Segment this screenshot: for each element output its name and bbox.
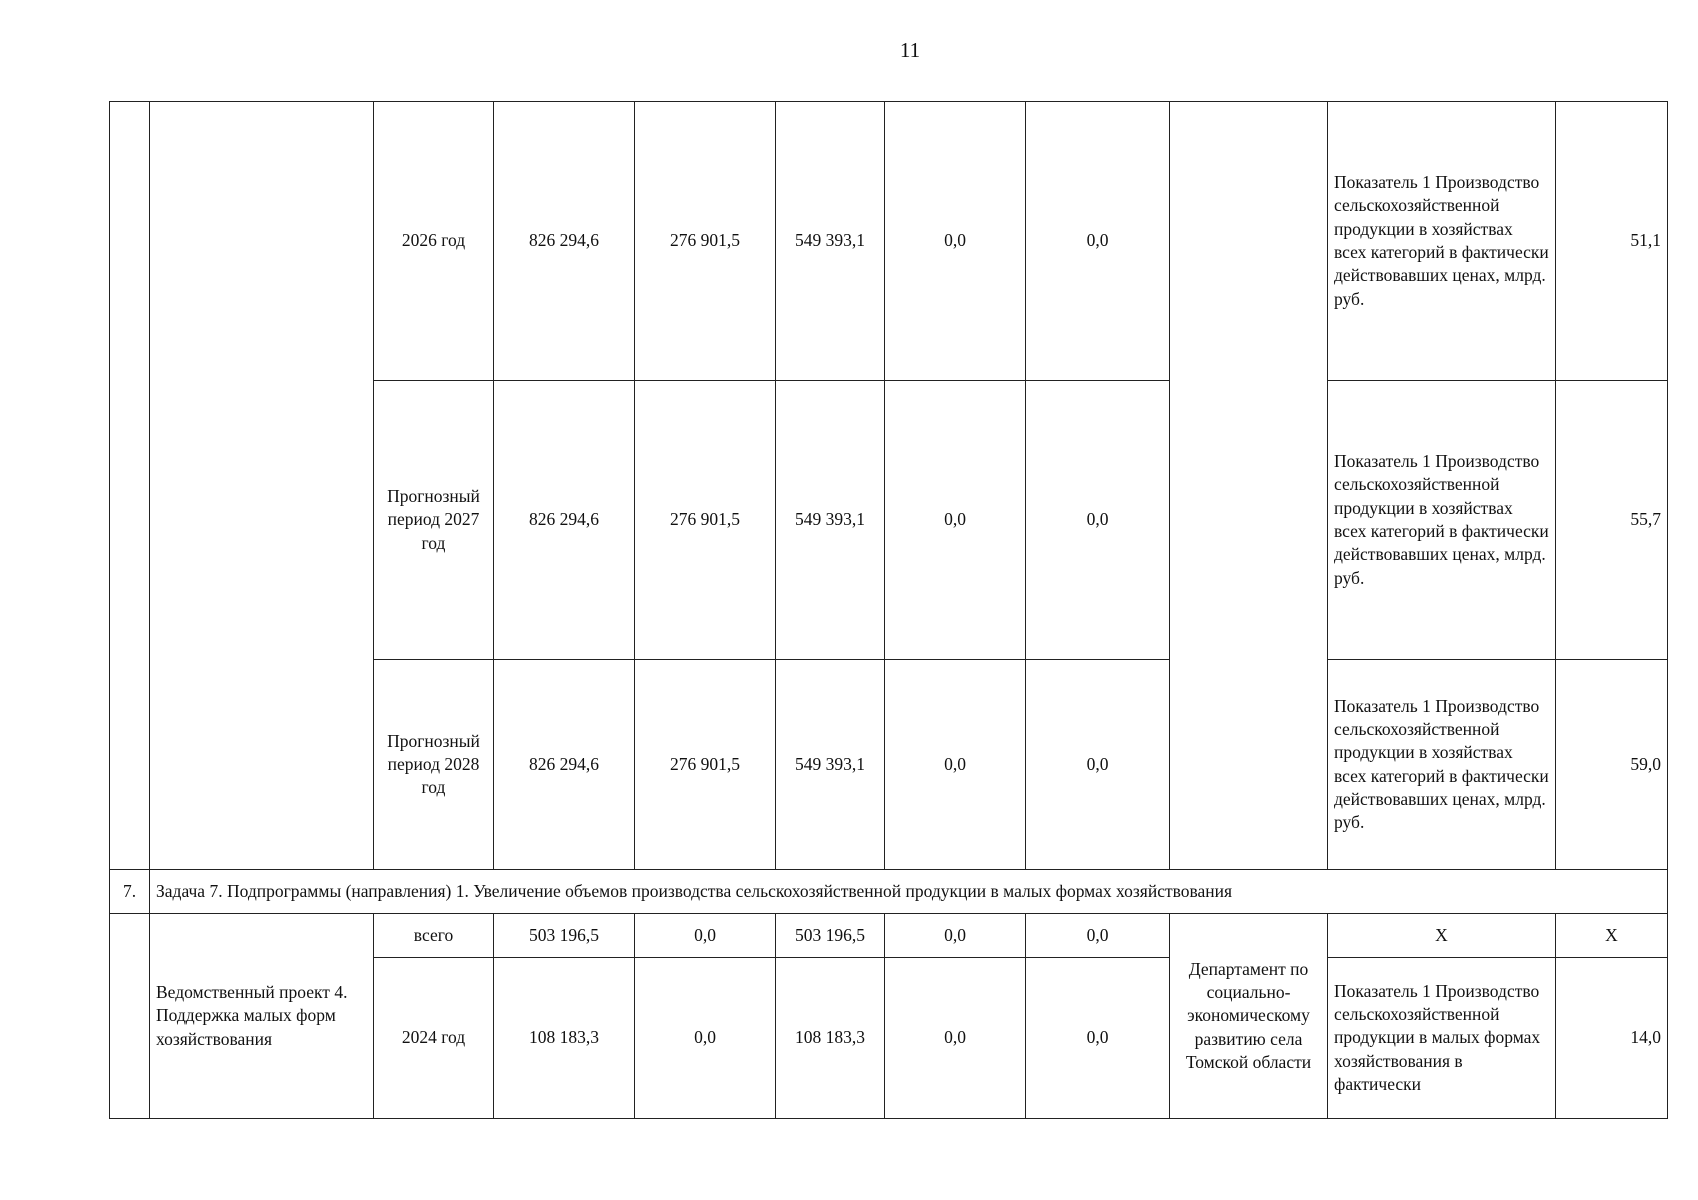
other-cell: 0,0 [1026,958,1170,1119]
indicator-value-cell: 59,0 [1556,660,1668,870]
other-cell: 0,0 [1026,914,1170,958]
project-name-cell: Ведомственный проект 4. Поддержка малых форм хозяйствования [150,914,374,1119]
federal-cell: 0,0 [635,958,776,1119]
indicator-cell: Показатель 1 Производство сельскохозяйственной продукции в хозяйствах всех категорий в фактически действовавших ценах, млрд. руб. [1328,102,1556,381]
task-number-cell: 7. [110,870,150,914]
row-number-cell [110,914,150,1119]
other-cell: 0,0 [1026,381,1170,660]
period-cell: всего [374,914,494,958]
indicator-cell: Показатель 1 Производство сельскохозяйственной продукции в малых формах хозяйствования в фактически [1328,958,1556,1119]
local-cell: 0,0 [885,660,1026,870]
financing-table [109,101,1668,1119]
indicator-value-cell: 51,1 [1556,102,1668,381]
federal-cell: 276 901,5 [635,102,776,381]
regional-cell: 108 183,3 [776,958,885,1119]
task-row [110,870,1668,914]
period-cell: 2026 год [374,102,494,381]
period-cell: Прогнозный период 2028 год [374,660,494,870]
total-cell: 826 294,6 [494,381,635,660]
regional-cell: 549 393,1 [776,102,885,381]
table-row [110,102,1668,381]
local-cell: 0,0 [885,914,1026,958]
federal-cell: 0,0 [635,914,776,958]
total-cell: 108 183,3 [494,958,635,1119]
row-number-cell [110,102,150,870]
period-cell: Прогнозный период 2027 год [374,381,494,660]
other-cell: 0,0 [1026,102,1170,381]
task-title-cell: Задача 7. Подпрограммы (направления) 1. Увеличение объемов производства сельскохозяйственной продукции в малых формах хозяйствования [150,870,1668,914]
indicator-cell: Показатель 1 Производство сельскохозяйственной продукции в хозяйствах всех категорий в фактически действовавших ценах, млрд. руб. [1328,660,1556,870]
regional-cell: 549 393,1 [776,381,885,660]
project-name-cell [150,102,374,870]
total-cell: 826 294,6 [494,102,635,381]
period-cell: 2024 год [374,958,494,1119]
federal-cell: 276 901,5 [635,381,776,660]
indicator-cell: Показатель 1 Производство сельскохозяйственной продукции в хозяйствах всех категорий в фактически действовавших ценах, млрд. руб. [1328,381,1556,660]
responsible-cell: Департамент по социально-экономическому развитию села Томской области [1170,914,1328,1119]
indicator-value-cell: 14,0 [1556,958,1668,1119]
regional-cell: 503 196,5 [776,914,885,958]
indicator-value-cell: 55,7 [1556,381,1668,660]
total-cell: 503 196,5 [494,914,635,958]
local-cell: 0,0 [885,958,1026,1119]
regional-cell: 549 393,1 [776,660,885,870]
table-row [110,914,1668,958]
indicator-value-cell: X [1556,914,1668,958]
other-cell: 0,0 [1026,660,1170,870]
local-cell: 0,0 [885,102,1026,381]
page-number: 11 [899,38,921,62]
total-cell: 826 294,6 [494,660,635,870]
responsible-cell [1170,102,1328,870]
local-cell: 0,0 [885,381,1026,660]
indicator-cell: X [1328,914,1556,958]
federal-cell: 276 901,5 [635,660,776,870]
